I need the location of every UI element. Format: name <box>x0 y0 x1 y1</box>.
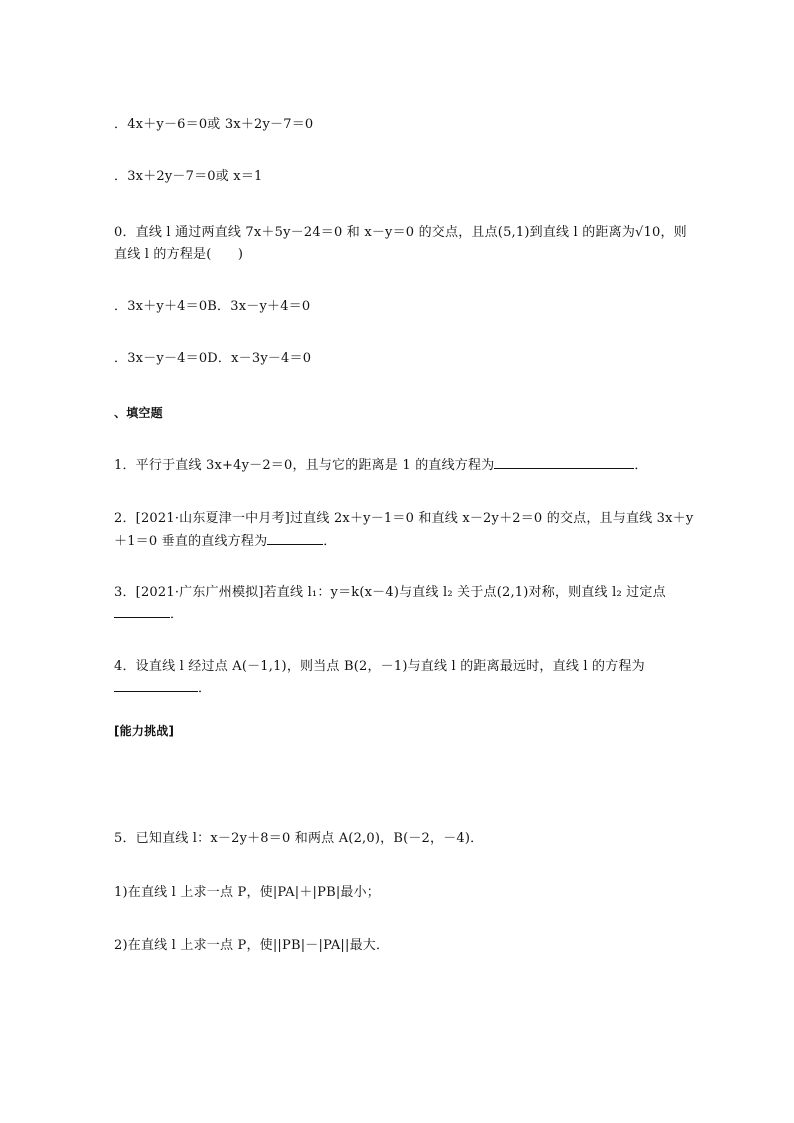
section-heading: 、填空题 <box>114 406 163 420</box>
option-line: ．4x＋y－6＝0或 3x＋2y－7＝0 <box>114 117 314 132</box>
question-5-part-2: 2)在直线 l 上求一点 P，使||PB|－|PA||最大． <box>114 938 390 953</box>
question-4-line: 4．设直线 l 经过点 A(－1,1)，则当点 B(2，－1)与直线 l 的距离最远时，直线 l 的方程为 <box>114 659 645 674</box>
question-3-line: ． <box>114 604 183 626</box>
option-line: ．3x＋y＋4＝0B．3x－y＋4＝0 <box>114 299 311 314</box>
answer-blank <box>267 532 323 545</box>
question-1: 1．平行于直线 3x+4y－2＝0，且与它的距离是 1 的直线方程为 ． <box>114 458 648 473</box>
question-4-line: ． <box>114 678 211 700</box>
answer-blank <box>494 456 634 469</box>
question-5: 5．已知直线 l：x－2y＋8＝0 和两点 A(2,0)，B(－2，－4)． <box>114 831 484 846</box>
option-line: ．3x－y－4＝0D．x－3y－4＝0 <box>114 351 312 366</box>
section-heading: [能力挑战] <box>114 724 175 738</box>
question-10-line: 0．直线 l 通过两直线 7x＋5y－24＝0 和 x－y＝0 的交点，且点(5,1)到直线 l 的距离为√10，则 <box>114 225 687 240</box>
option-line: ．3x＋2y－7＝0或 x＝1 <box>114 169 263 184</box>
question-2-line: ＋1＝0 垂直的直线方程为 ． <box>114 534 337 549</box>
answer-blank <box>114 605 170 618</box>
question-10-line: 直线 l 的方程是( ) <box>114 247 244 262</box>
question-5-part-1: 1)在直线 l 上求一点 P，使|PA|＋|PB|最小； <box>114 885 381 900</box>
question-2-line: 2．[2021·山东夏津一中月考]过直线 2x＋y－1＝0 和直线 x－2y＋2＝0 的交点，且与直线 3x＋y <box>114 511 694 526</box>
answer-blank <box>114 679 198 692</box>
question-3-line: 3．[2021·广东广州模拟]若直线 l₁：y＝k(x－4)与直线 l₂ 关于点(2,1)对称，则直线 l₂ 过定点 <box>114 585 666 600</box>
